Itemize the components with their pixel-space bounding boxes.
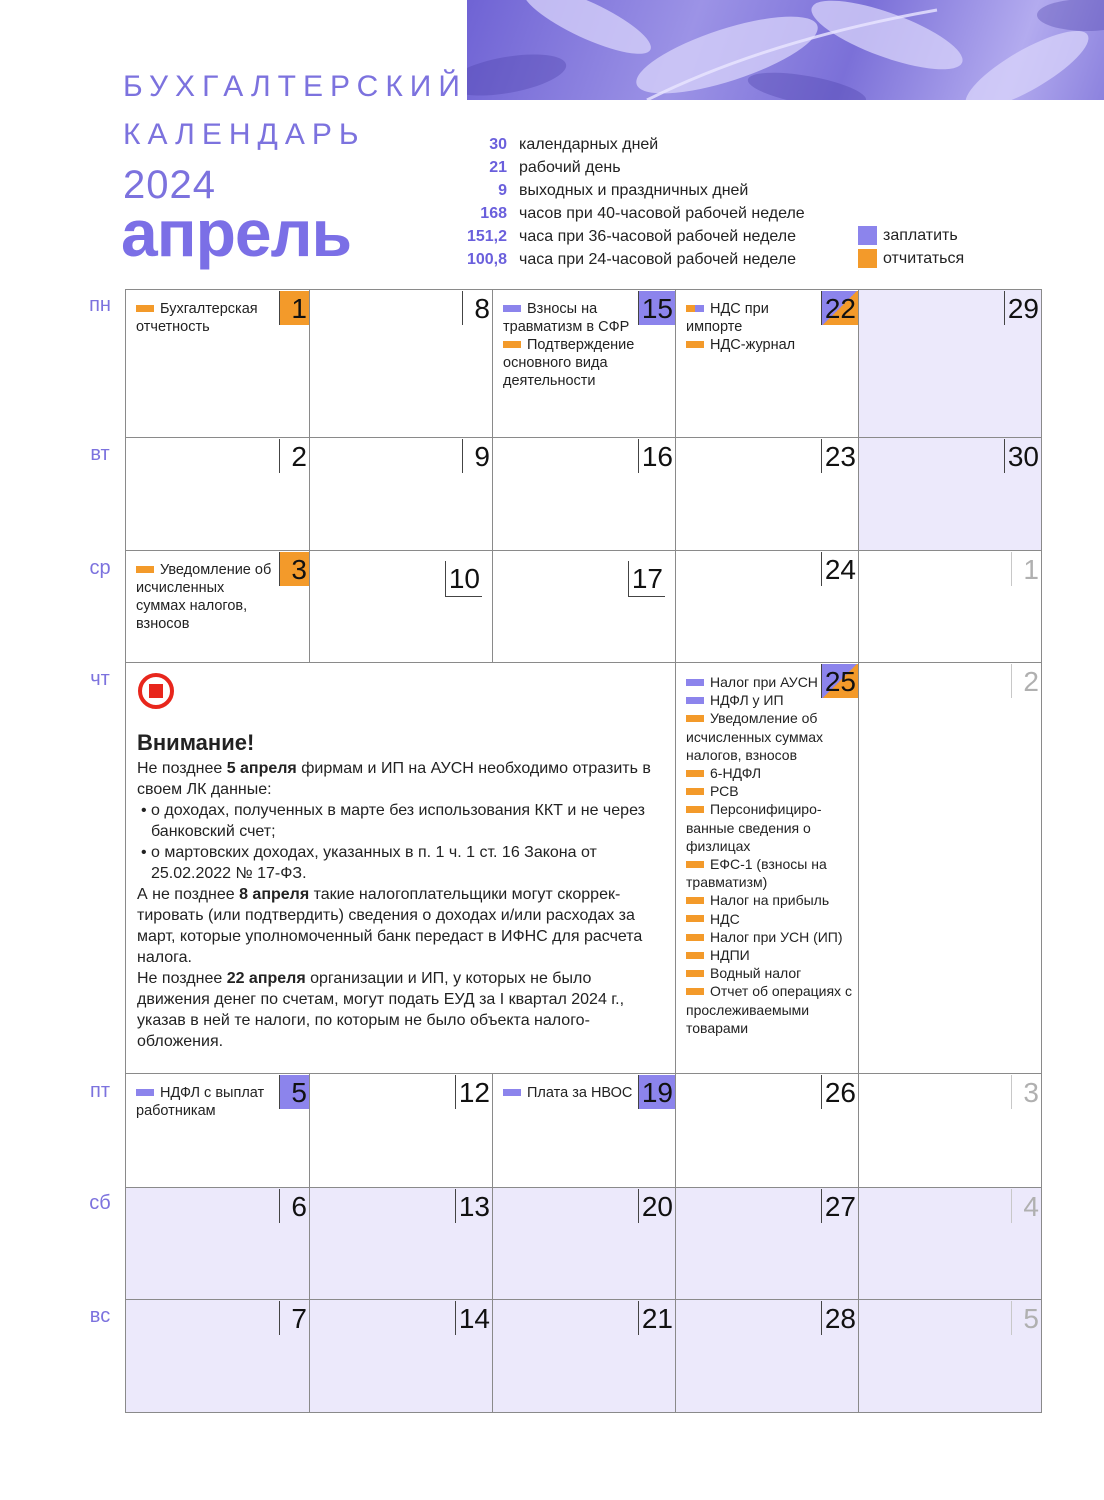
report-marker-icon	[686, 897, 704, 904]
stat-number: 21	[489, 158, 507, 176]
day-cell-next-4	[859, 1188, 1042, 1300]
report-marker-icon	[686, 952, 704, 959]
day-number: 14	[455, 1301, 492, 1335]
day-cell-6[interactable]	[126, 1188, 310, 1300]
event-text: Плата за НВОС	[527, 1085, 633, 1101]
event-text: Налог на прибыль	[710, 892, 830, 909]
event-item	[503, 300, 639, 336]
pay-swatch	[858, 226, 877, 245]
day-cell-10[interactable]	[310, 551, 493, 663]
day-cell-15[interactable]	[493, 290, 676, 438]
legend-report-label: отчитаться	[883, 249, 965, 267]
event-item	[503, 336, 639, 390]
day-number: 27	[821, 1189, 858, 1223]
day-number: 26	[821, 1075, 858, 1109]
event-text: НДС	[710, 910, 740, 927]
day-cell-3[interactable]	[126, 551, 310, 663]
event-item	[686, 673, 854, 691]
notice-title: Внимание!	[137, 730, 255, 755]
event-text: Налог при АУСН	[710, 674, 818, 690]
day-name-wed: ср	[89, 557, 111, 579]
notice-text: Не позднее	[137, 760, 227, 777]
event-item	[686, 336, 822, 354]
day-number: 20	[638, 1189, 675, 1223]
title-line-1: БУХГАЛТЕРСКИЙ	[123, 70, 467, 103]
day-number: 16	[638, 439, 675, 473]
report-marker-icon	[686, 788, 704, 795]
notice-paragraph-3	[137, 968, 667, 1052]
event-item	[503, 1084, 639, 1102]
event-item	[686, 300, 822, 336]
event-text: РСВ	[710, 783, 739, 800]
report-marker-icon	[686, 715, 704, 722]
day-cell-19[interactable]	[493, 1074, 676, 1188]
notice-paragraph-1	[137, 758, 667, 800]
notice-text: фирмам и ИП на АУСН необходимо отразить в своем ЛК данные:	[137, 760, 651, 798]
event-item	[136, 1084, 273, 1120]
event-item	[686, 928, 854, 946]
event-text: 6-НДФЛ	[710, 765, 762, 782]
day-events	[503, 1084, 639, 1102]
notice-paragraph-2	[137, 884, 667, 968]
event-item	[686, 782, 854, 800]
day-number: 28	[821, 1301, 858, 1335]
day-number: 7	[279, 1301, 309, 1335]
day-cell-12[interactable]	[310, 1074, 493, 1188]
day-number: 30	[1004, 439, 1041, 473]
stat-label: выходных и праздничных дней	[519, 181, 749, 199]
stat-row	[440, 225, 805, 248]
notice-date: 5 апреля	[226, 760, 297, 777]
day-events	[136, 561, 273, 633]
day-name-sun: вс	[89, 1305, 111, 1327]
stop-icon	[137, 672, 175, 710]
day-cell-27[interactable]	[676, 1188, 859, 1300]
day-number: 19	[638, 1075, 675, 1109]
stat-label: часа при 36-часовой рабочей неделе	[519, 227, 797, 245]
stat-row	[440, 248, 805, 271]
stat-label: часов при 40-часовой рабочей неделе	[519, 204, 805, 222]
day-number: 23	[821, 439, 858, 473]
day-cell-26[interactable]	[676, 1074, 859, 1188]
day-number: 8	[462, 291, 492, 325]
report-marker-icon	[136, 566, 154, 573]
event-item	[686, 982, 854, 1037]
day-name-thu: чт	[90, 668, 110, 690]
day-events	[686, 300, 822, 354]
day-number: 21	[638, 1301, 675, 1335]
event-item	[686, 709, 854, 764]
day-number: 9	[462, 439, 492, 473]
header-leaf-photo	[467, 0, 1104, 100]
stat-row	[440, 202, 805, 225]
day-number: 13	[455, 1189, 492, 1223]
stat-label: календарных дней	[519, 135, 659, 153]
event-text: Взносы на травматизм в СФР	[503, 301, 630, 335]
event-text: НДС-журнал	[710, 337, 796, 353]
day-cell-28[interactable]	[676, 1300, 859, 1413]
day-cell-1[interactable]	[126, 290, 310, 438]
day-number: 12	[455, 1075, 492, 1109]
day-events	[686, 673, 854, 1037]
day-name-tue: вт	[90, 443, 110, 465]
day-number: 5	[1011, 1301, 1041, 1335]
day-number: 22	[821, 291, 858, 325]
day-cell-next-3	[859, 1074, 1042, 1188]
event-text: НДФЛ у ИП	[710, 692, 784, 709]
notice-text: А не позднее	[137, 886, 240, 903]
stat-row	[440, 133, 805, 156]
event-item	[686, 891, 854, 909]
event-text: Подтверждение основного вида деятельности	[503, 337, 635, 389]
day-number: 3	[279, 552, 309, 586]
stat-row	[440, 156, 805, 179]
notice-text: такие налогоплательщики могут скорректировать (или подтвердить) сведения о доходах и/или расходах за март, которые уполномоченный банк передаст в ИФНС для расчета налога.	[137, 886, 643, 966]
event-item	[136, 561, 273, 633]
day-number: 1	[279, 291, 309, 325]
day-number: 17	[628, 561, 665, 597]
day-number: 3	[1011, 1075, 1041, 1109]
day-events	[136, 1084, 273, 1120]
stat-number: 100,8	[466, 250, 507, 268]
month-stats	[440, 133, 805, 271]
day-number: 10	[445, 561, 482, 597]
day-cell-23[interactable]	[676, 438, 859, 551]
event-item	[686, 764, 854, 782]
day-cell-5[interactable]	[126, 1074, 310, 1188]
report-marker-icon	[686, 806, 704, 813]
day-cell-30[interactable]	[859, 438, 1042, 551]
day-name-mon: пн	[89, 294, 111, 316]
stat-number: 30	[489, 135, 507, 153]
notice-text: организации и ИП, у которых не было движения денег по счетам, могут подать ЕУД за I квартал 2024 г., указав в ней те налоги, по которым не было объекта налогообложения.	[137, 970, 625, 1050]
event-text: Налог при УСН (ИП)	[710, 928, 843, 945]
stat-row	[440, 179, 805, 202]
event-item	[136, 300, 273, 336]
title-line-2: КАЛЕНДАРЬ	[123, 118, 366, 151]
event-text: Уведомление об исчисленных суммах налогов, взносов	[136, 562, 272, 632]
event-text: Уведомление об исчисленных суммах налогов, взносов	[686, 710, 824, 763]
report-marker-icon	[503, 341, 521, 348]
day-cell-next-2	[859, 663, 1042, 1074]
event-text: ЕФС-1 (взносы на травматизм)	[686, 856, 827, 891]
day-cell-13[interactable]	[310, 1188, 493, 1300]
event-item	[686, 800, 854, 855]
day-cell-16[interactable]	[493, 438, 676, 551]
year: 2024	[123, 163, 216, 207]
event-text: НДФЛ с выплат работникам	[136, 1085, 265, 1119]
event-text: НДС при импорте	[686, 301, 769, 335]
day-cell-next-5	[859, 1300, 1042, 1413]
day-events	[503, 300, 639, 390]
event-item	[686, 946, 854, 964]
pay-marker-icon	[686, 679, 704, 686]
report-swatch	[858, 249, 877, 268]
event-item	[686, 964, 854, 982]
day-number: 1	[1011, 552, 1041, 586]
stat-label: рабочий день	[519, 158, 621, 176]
day-number: 29	[1004, 291, 1041, 325]
day-cell-2[interactable]	[126, 438, 310, 551]
event-text: НДПИ	[710, 947, 750, 964]
day-name-sat: сб	[89, 1192, 111, 1214]
day-cell-17[interactable]	[493, 551, 676, 663]
day-cell-14[interactable]	[310, 1300, 493, 1413]
day-cell-25[interactable]	[676, 663, 859, 1074]
report-marker-icon	[686, 988, 704, 995]
day-number: 25	[821, 664, 858, 698]
legend	[858, 224, 964, 270]
report-marker-icon	[686, 915, 704, 922]
pay-marker-icon	[686, 697, 704, 704]
stat-number: 9	[498, 181, 507, 199]
stat-label: часа при 24-часовой рабочей неделе	[519, 250, 797, 268]
day-cell-21[interactable]	[493, 1300, 676, 1413]
pay-marker-icon	[503, 1089, 521, 1096]
stat-number: 151,2	[466, 227, 507, 245]
event-text: Бухгалтерская отчетность	[136, 301, 258, 335]
report-marker-icon	[136, 305, 154, 312]
pay-marker-icon	[503, 305, 521, 312]
day-number: 5	[279, 1075, 309, 1109]
event-text: Персонифицированные сведения о физлицах	[686, 801, 822, 854]
event-item	[686, 691, 854, 709]
legend-pay-label: заплатить	[883, 226, 958, 244]
day-cell-7[interactable]	[126, 1300, 310, 1413]
report-marker-icon	[686, 341, 704, 348]
day-cell-8[interactable]	[310, 290, 493, 438]
day-cell-24[interactable]	[676, 551, 859, 663]
legend-pay	[858, 224, 964, 247]
event-text: Водный налог	[710, 965, 802, 982]
day-number: 6	[279, 1189, 309, 1223]
pay-report-marker-icon	[686, 305, 704, 312]
day-number: 4	[1011, 1189, 1041, 1223]
event-text: Отчет об операциях с прослеживаемыми товарами	[686, 983, 852, 1036]
notice-date: 8 апреля	[239, 886, 310, 903]
day-name-fri: пт	[90, 1080, 110, 1102]
day-cell-9[interactable]	[310, 438, 493, 551]
attention-notice	[137, 672, 667, 1052]
day-cell-next-1	[859, 551, 1042, 663]
day-cell-22[interactable]	[676, 290, 859, 438]
day-number: 15	[638, 291, 675, 325]
event-item	[686, 855, 854, 891]
day-cell-29[interactable]	[859, 290, 1042, 438]
notice-date: 22 апреля	[226, 970, 306, 987]
report-marker-icon	[686, 770, 704, 777]
notice-text: Не позднее	[137, 970, 227, 987]
notice-bullet-2: • о мартовских доходах, указанных в п. 1 ч. 1 ст. 16 Закона от 25.02.2022 № 17-ФЗ.	[141, 844, 597, 882]
pay-marker-icon	[136, 1089, 154, 1096]
event-item	[686, 910, 854, 928]
day-cell-20[interactable]	[493, 1188, 676, 1300]
day-events	[136, 300, 273, 336]
month-title: апрель	[121, 196, 352, 270]
report-marker-icon	[686, 861, 704, 868]
legend-report	[858, 247, 964, 270]
stat-number: 168	[480, 204, 507, 222]
report-marker-icon	[686, 970, 704, 977]
report-marker-icon	[686, 934, 704, 941]
day-number: 2	[1011, 664, 1041, 698]
day-number: 24	[821, 552, 858, 586]
day-number: 2	[279, 439, 309, 473]
notice-bullet-1: • о доходах, полученных в марте без использования ККТ и не через банковский счет;	[141, 802, 645, 840]
